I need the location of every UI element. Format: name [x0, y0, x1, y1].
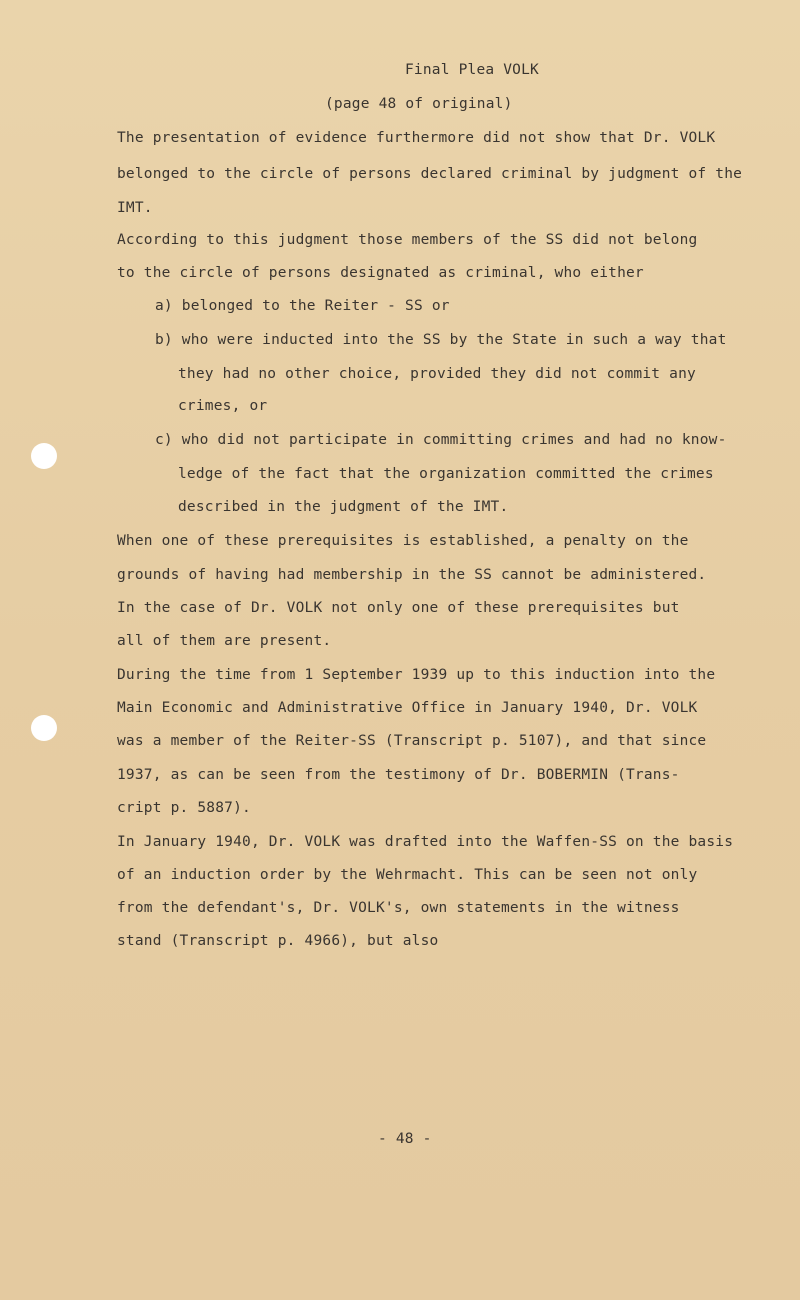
text-line: In January 1940, Dr. VOLK was drafted into the Waffen-SS on the basis	[117, 834, 734, 850]
document-title: Final Plea VOLK	[405, 62, 539, 78]
text-line: The presentation of evidence furthermore did not show that Dr. VOLK	[117, 130, 716, 146]
text-line: of an induction order by the Wehrmacht. This can be seen not only	[117, 867, 698, 883]
text-line: 1937, as can be seen from the testimony of Dr. BOBERMIN (Trans-	[117, 767, 680, 783]
text-line: belonged to the circle of persons declared criminal by judgment of the	[117, 166, 743, 182]
document-subtitle: (page 48 of original)	[325, 96, 513, 112]
text-line: from the defendant's, Dr. VOLK's, own statements in the witness	[117, 900, 680, 916]
text-line: cript p. 5887).	[117, 800, 251, 816]
text-line: IMT.	[117, 200, 153, 216]
page-number: - 48 -	[378, 1131, 432, 1147]
punch-hole	[31, 715, 57, 741]
text-line: Main Economic and Administrative Office in January 1940, Dr. VOLK	[117, 700, 698, 716]
text-line: According to this judgment those members of the SS did not belong	[117, 232, 698, 248]
punch-hole	[31, 443, 57, 469]
text-line: was a member of the Reiter-SS (Transcript p. 5107), and that since	[117, 733, 707, 749]
text-line: b) who were inducted into the SS by the State in such a way that	[155, 332, 727, 348]
text-line: crimes, or	[178, 398, 268, 414]
text-line: ledge of the fact that the organization committed the crimes	[178, 466, 714, 482]
text-line: During the time from 1 September 1939 up to this induction into the	[117, 667, 716, 683]
text-line: stand (Transcript p. 4966), but also	[117, 933, 439, 949]
text-line: In the case of Dr. VOLK not only one of these prerequisites but	[117, 600, 680, 616]
text-line: a) belonged to the Reiter - SS or	[155, 298, 450, 314]
text-line: c) who did not participate in committing crimes and had no know-	[155, 432, 727, 448]
text-line: grounds of having had membership in the SS cannot be administered.	[117, 567, 707, 583]
text-line: they had no other choice, provided they did not commit any	[178, 366, 696, 382]
text-line: described in the judgment of the IMT.	[178, 499, 509, 515]
text-line: to the circle of persons designated as criminal, who either	[117, 265, 644, 281]
text-line: all of them are present.	[117, 633, 332, 649]
text-line: When one of these prerequisites is established, a penalty on the	[117, 533, 689, 549]
